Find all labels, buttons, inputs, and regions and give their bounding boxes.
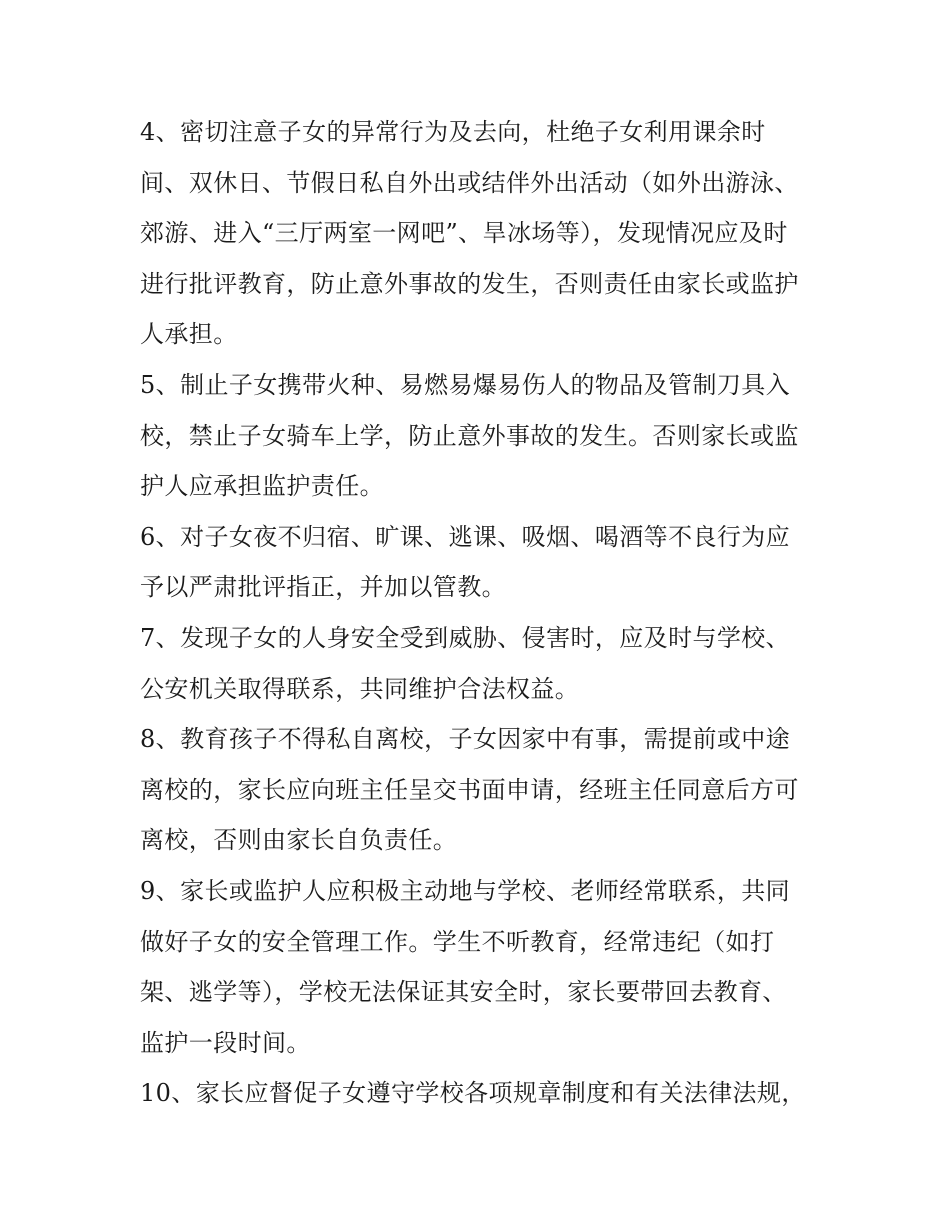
text-line: 郊游、进入“三厅两室一网吧”、旱冰场等），发现情况应及时	[140, 219, 788, 248]
text-line: 离校，否则由家长自负责任。	[140, 826, 458, 855]
text-line: 公安机关取得联系，共同维护合法权益。	[140, 674, 580, 703]
text-line: 架、逃学等），学校无法保证其安全时，家长要带回去教育、	[140, 978, 787, 1007]
text-line: 校，禁止子女骑车上学，防止意外事故的发生。否则家长或监	[140, 421, 799, 450]
text-line: 做好子女的安全管理工作。学生不听教育，经常违纪（如打	[140, 927, 775, 956]
text-line: 7、发现子女的人身安全受到威胁、侵害时，应及时与学校、	[140, 623, 791, 652]
text-line: 进行批评教育，防止意外事故的发生，否则责任由家长或监护	[140, 269, 799, 298]
text-line: 8、教育孩子不得私自离校，子女因家中有事，需提前或中途	[140, 725, 791, 754]
text-line: 护人应承担监护责任。	[140, 472, 384, 501]
text-line: 4、密切注意子女的异常行为及去向，杜绝子女利用课余时	[140, 118, 766, 146]
document-body	[140, 107, 820, 1119]
text-line: 予以严肃批评指正，并加以管教。	[140, 573, 506, 602]
text-line: 10、家长应督促子女遵守学校各项规章制度和有关法律法规，	[140, 1079, 806, 1108]
text-line: 5、制止子女携带火种、易燃易爆易伤人的物品及管制刀具入	[140, 370, 791, 399]
text-line: 人承担。	[140, 320, 238, 349]
text-line: 6、对子女夜不归宿、旷课、逃课、吸烟、喝酒等不良行为应	[140, 522, 791, 551]
text-line: 离校的，家长应向班主任呈交书面申请，经班主任同意后方可	[140, 775, 799, 804]
text-line: 监护一段时间。	[140, 1028, 311, 1057]
text-line: 9、家长或监护人应积极主动地与学校、老师经常联系，共同	[140, 876, 791, 905]
text-line: 间、双休日、节假日私自外出或结伴外出活动（如外出游泳、	[140, 168, 799, 197]
